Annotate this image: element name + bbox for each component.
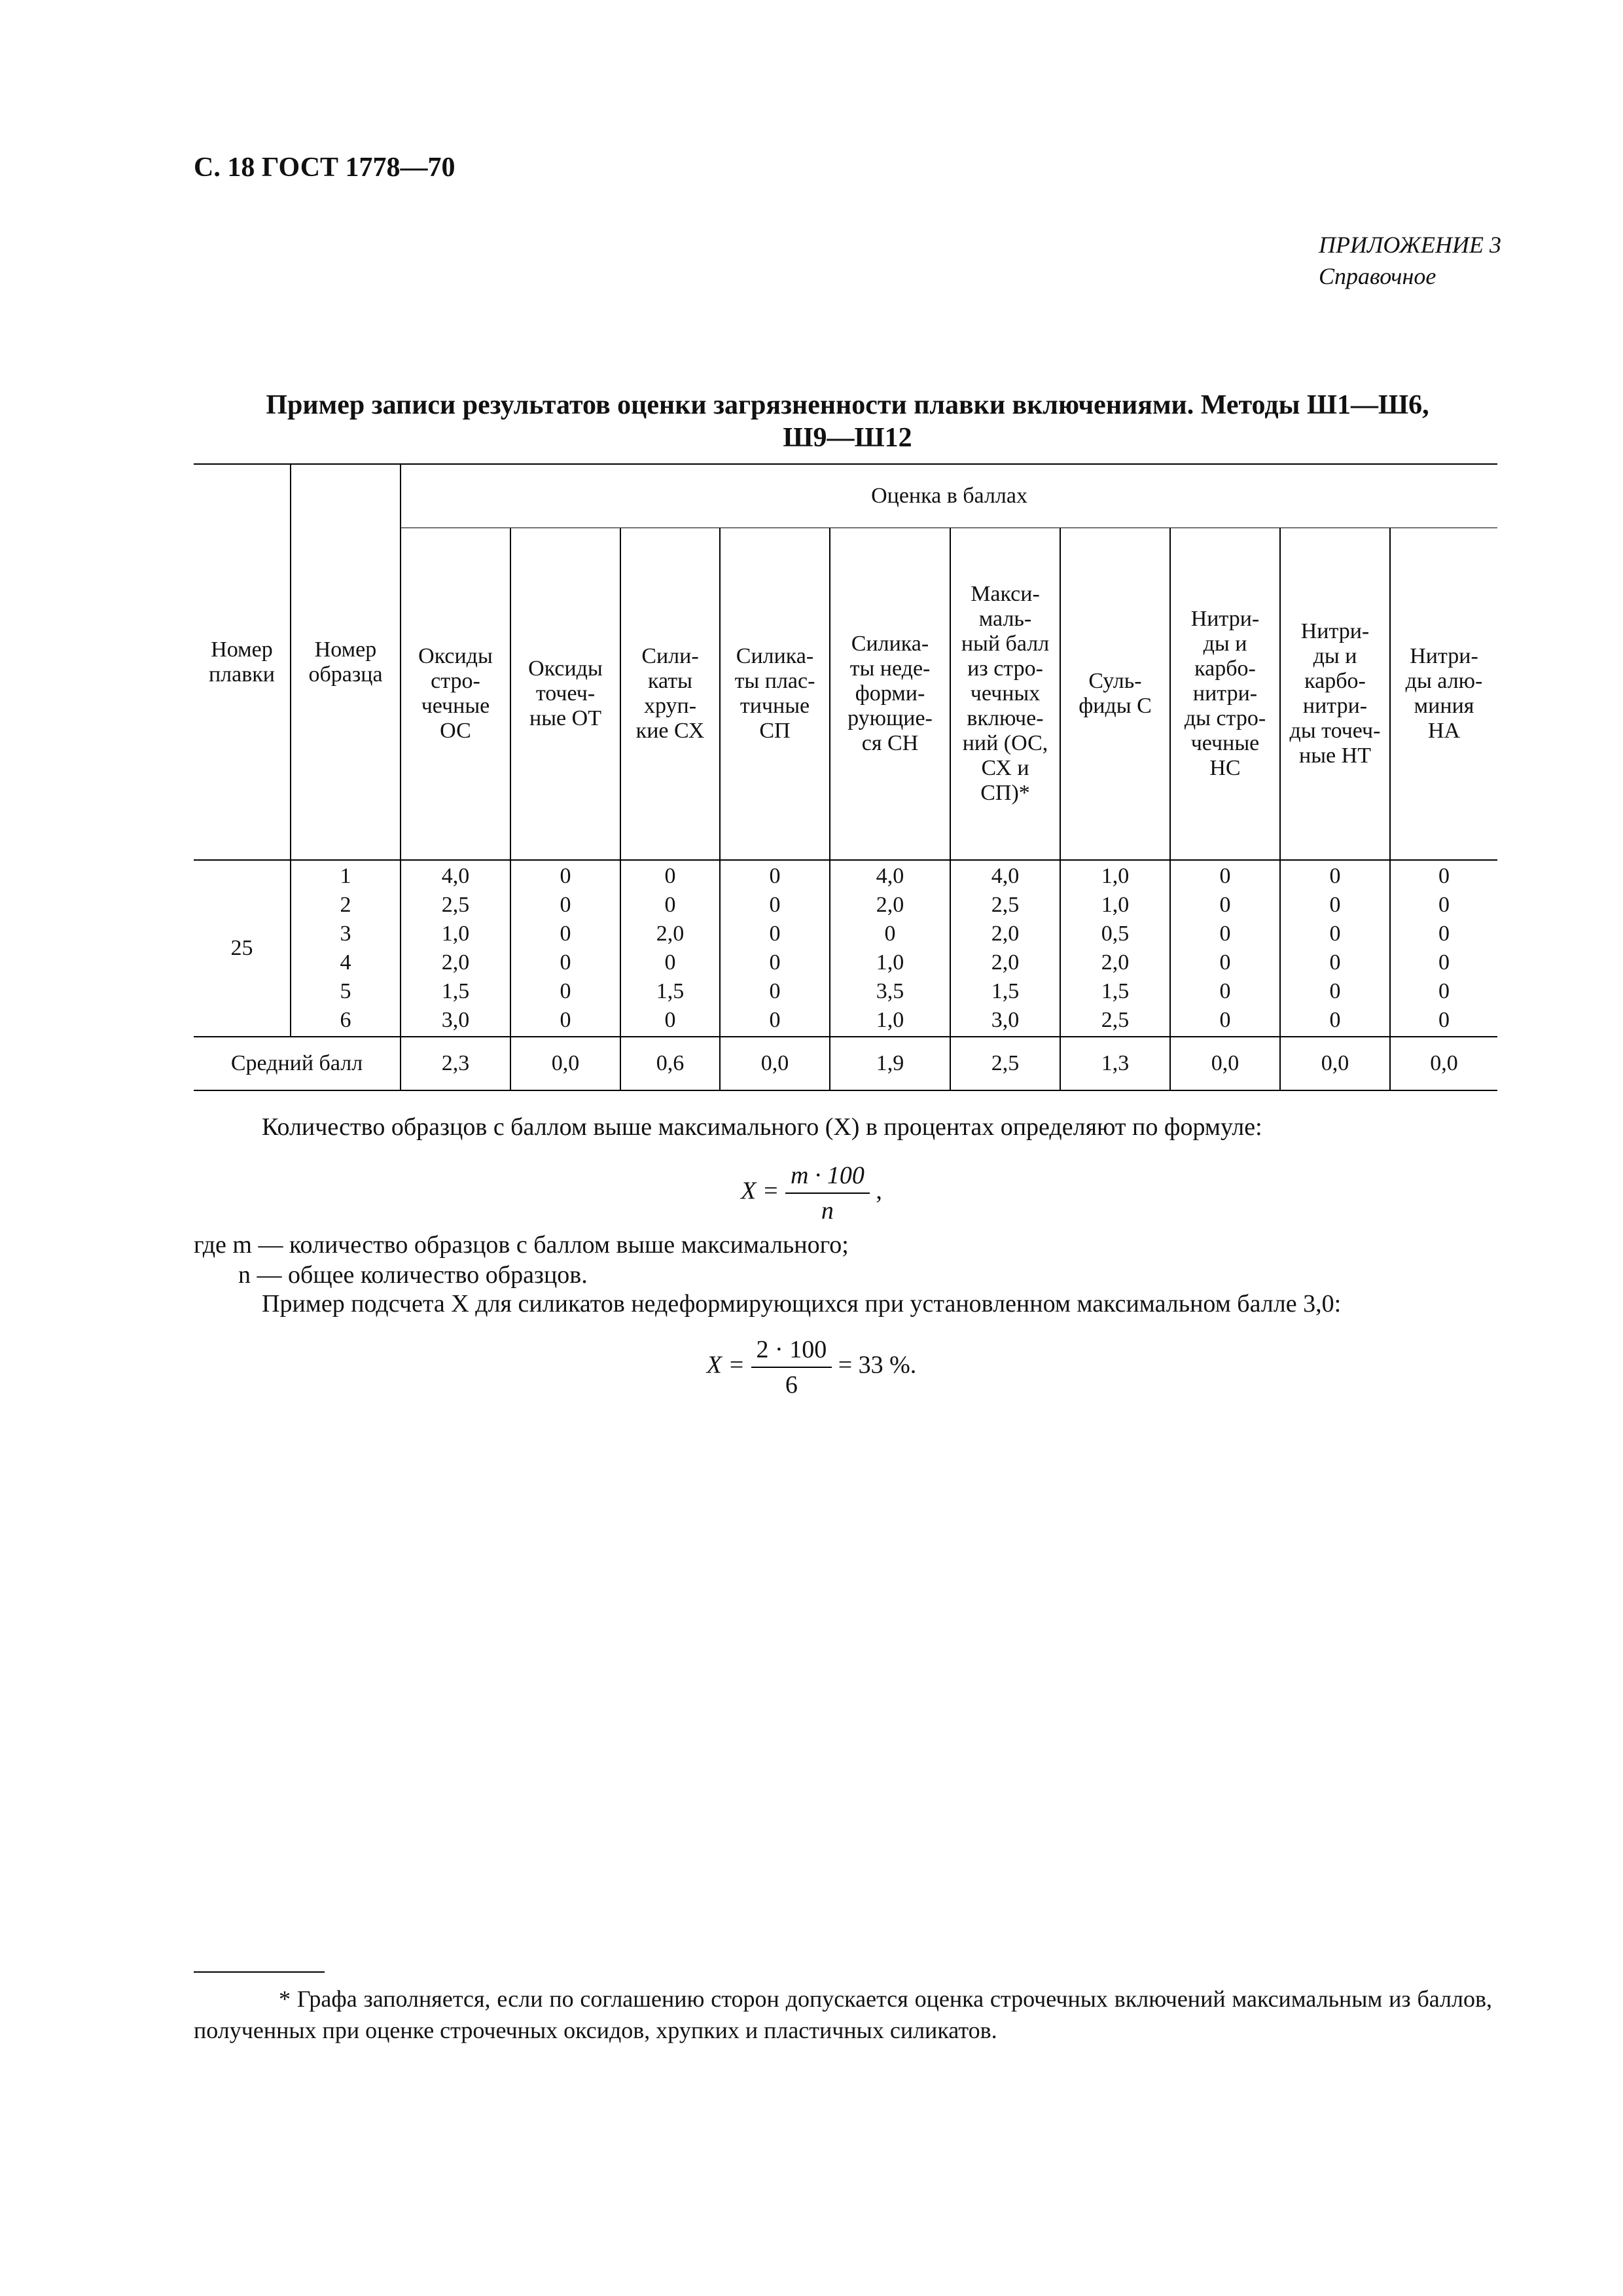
score-value: 3,5 (876, 979, 904, 1003)
score-value: 1,0 (441, 922, 470, 946)
formula-1-denominator: n (821, 1197, 834, 1225)
score-value: 2,0 (991, 950, 1020, 975)
score-value: 0 (664, 1008, 676, 1032)
score-value: 1,5 (441, 979, 470, 1003)
score-value: 0 (1329, 893, 1341, 917)
formula-2-numerator: 2 · 100 (751, 1333, 832, 1368)
score-value: 0 (560, 864, 571, 888)
score-value: 0 (560, 950, 571, 975)
results-table (194, 463, 1497, 1091)
score-value: 4,0 (876, 864, 904, 888)
average-value-9: 0,0 (1280, 1037, 1390, 1090)
appendix-title: ПРИЛОЖЕНИЕ 3 (1319, 232, 1501, 258)
average-value-1: 2,3 (401, 1037, 510, 1090)
average-value-5: 1,9 (830, 1037, 950, 1090)
score-value: 0 (1438, 893, 1450, 917)
score-value: 1,0 (876, 950, 904, 975)
score-value: 0 (1329, 864, 1341, 888)
title-line-1: Пример записи результатов оценки загрязненности плавки включениями. Методы Ш1—Ш6, (266, 390, 1429, 420)
score-value: 3,0 (991, 1008, 1020, 1032)
score-column-values-7 (1060, 860, 1170, 1037)
header-score-col-6: Макси- маль- ный балл из стро- чечных включе- ний (ОС, СХ и СП)* (950, 528, 1060, 861)
score-value: 1,5 (1101, 979, 1130, 1003)
formula-2-lhs: X = (706, 1351, 745, 1379)
score-value: 0 (1329, 1008, 1341, 1032)
formula-1-fraction (785, 1158, 870, 1228)
appendix-subtitle: Справочное (1319, 263, 1436, 289)
score-value: 0 (664, 893, 676, 917)
formula-1-numerator: m · 100 (785, 1158, 870, 1194)
score-value: 2,5 (441, 893, 470, 917)
score-value: 0 (560, 979, 571, 1003)
score-value: 1,0 (1101, 864, 1130, 888)
score-value: 2,0 (441, 950, 470, 975)
score-value: 0 (664, 864, 676, 888)
definition-m: где m — количество образцов с баллом выше максимального; (194, 1231, 849, 1259)
score-value: 0 (1438, 922, 1450, 946)
formula-2-tail: = 33 %. (838, 1351, 917, 1379)
score-value: 0 (1329, 950, 1341, 975)
score-value: 0 (1438, 979, 1450, 1003)
score-value: 0 (1219, 893, 1231, 917)
score-column-values-9 (1280, 860, 1390, 1037)
score-value: 0 (1219, 979, 1231, 1003)
score-value: 2,0 (656, 922, 685, 946)
sample-number: 1 (340, 864, 351, 888)
score-value: 2,0 (1101, 950, 1130, 975)
average-value-2: 0,0 (510, 1037, 620, 1090)
document-title (194, 389, 1501, 454)
score-value: 0 (1438, 1008, 1450, 1032)
score-value: 1,0 (876, 1008, 904, 1032)
score-value: 0 (1219, 950, 1231, 975)
score-value: 0 (664, 950, 676, 975)
melt-number: 25 (230, 936, 253, 960)
score-value: 0 (769, 1008, 781, 1032)
page-header: С. 18 ГОСТ 1778—70 (194, 152, 455, 183)
score-value: 1,5 (656, 979, 685, 1003)
formula-2 (0, 1333, 1623, 1402)
average-label: Средний балл (194, 1037, 401, 1090)
header-score-col-1: Оксиды стро- чечные ОС (401, 528, 510, 861)
score-value: 0 (1219, 864, 1231, 888)
score-value: 0 (769, 864, 781, 888)
formula-1 (0, 1158, 1623, 1228)
score-column-values-8 (1170, 860, 1280, 1037)
score-value: 0 (1438, 864, 1450, 888)
header-score-col-3: Сили- каты хруп- кие СХ (620, 528, 720, 861)
score-value: 0 (1438, 950, 1450, 975)
header-score-group: Оценка в баллах (401, 464, 1497, 528)
score-column-values-6 (950, 860, 1060, 1037)
score-value: 4,0 (441, 864, 470, 888)
appendix-label (1319, 229, 1501, 292)
sample-number: 6 (340, 1008, 351, 1032)
score-value: 4,0 (991, 864, 1020, 888)
score-value: 0 (884, 922, 896, 946)
average-value-10: 0,0 (1390, 1037, 1497, 1090)
sample-number: 5 (340, 979, 351, 1003)
average-value-7: 1,3 (1060, 1037, 1170, 1090)
score-column-values-5 (830, 860, 950, 1037)
example-intro: Пример подсчета X для силикатов недеформирующихся при установленном максимальном балле 3,0: (262, 1290, 1342, 1318)
title-line-2: Ш9—Ш12 (783, 423, 912, 453)
score-value: 1,0 (1101, 893, 1130, 917)
score-value: 3,0 (441, 1008, 470, 1032)
header-score-col-9: Нитри- ды и карбо- нитри- ды точеч- ные НТ (1280, 528, 1390, 861)
score-value: 1,5 (991, 979, 1020, 1003)
header-score-col-4: Силика- ты плас- тичные СП (720, 528, 830, 861)
formula-1-tail: , (876, 1177, 882, 1205)
footnote: * Графа заполняется, если по соглашению сторон допускается оценка строчечных включений максимальным из баллов, полученных при оценке строчечных оксидов, хрупких и пластичных силикатов. (194, 1986, 1492, 2043)
score-value: 0 (560, 1008, 571, 1032)
sample-number: 2 (340, 893, 351, 917)
score-column-values-4 (720, 860, 830, 1037)
score-value: 0 (560, 893, 571, 917)
score-value: 2,0 (876, 893, 904, 917)
formula-2-fraction (751, 1333, 832, 1402)
header-score-col-5: Силика- ты неде- форми- рующие- ся СН (830, 528, 950, 861)
score-value: 2,5 (991, 893, 1020, 917)
score-column-values-1 (401, 860, 510, 1037)
score-value: 0 (769, 950, 781, 975)
score-column-values-2 (510, 860, 620, 1037)
header-melt-number: Номер плавки (194, 464, 291, 860)
average-value-8: 0,0 (1170, 1037, 1280, 1090)
header-score-col-7: Суль- фиды С (1060, 528, 1170, 861)
score-value: 0 (769, 893, 781, 917)
formula-2-denominator: 6 (785, 1371, 798, 1399)
header-score-col-10: Нитри- ды алю- миния НА (1390, 528, 1497, 861)
sample-numbers (291, 860, 401, 1037)
header-score-col-8: Нитри- ды и карбо- нитри- ды стро- чечные НС (1170, 528, 1280, 861)
header-sample-number: Номер образца (291, 464, 401, 860)
score-value: 2,5 (1101, 1008, 1130, 1032)
score-value: 0 (769, 922, 781, 946)
formula-intro: Количество образцов с баллом выше максимального (X) в процентах определяют по формуле: (262, 1113, 1262, 1141)
formula-1-lhs: X = (741, 1177, 779, 1205)
sample-number: 4 (340, 950, 351, 975)
sample-number: 3 (340, 922, 351, 946)
score-value: 0,5 (1101, 922, 1130, 946)
definition-n: n — общее количество образцов. (238, 1261, 588, 1289)
score-value: 0 (560, 922, 571, 946)
score-value: 0 (1329, 979, 1341, 1003)
score-column-values-3 (620, 860, 720, 1037)
score-value: 2,0 (991, 922, 1020, 946)
score-value: 0 (1219, 922, 1231, 946)
score-value: 0 (769, 979, 781, 1003)
average-value-6: 2,5 (950, 1037, 1060, 1090)
score-value: 0 (1219, 1008, 1231, 1032)
score-value: 0 (1329, 922, 1341, 946)
average-value-4: 0,0 (720, 1037, 830, 1090)
average-value-3: 0,6 (620, 1037, 720, 1090)
footnote-divider (194, 1971, 325, 1973)
score-column-values-10 (1390, 860, 1497, 1037)
header-score-col-2: Оксиды точеч- ные ОТ (510, 528, 620, 861)
